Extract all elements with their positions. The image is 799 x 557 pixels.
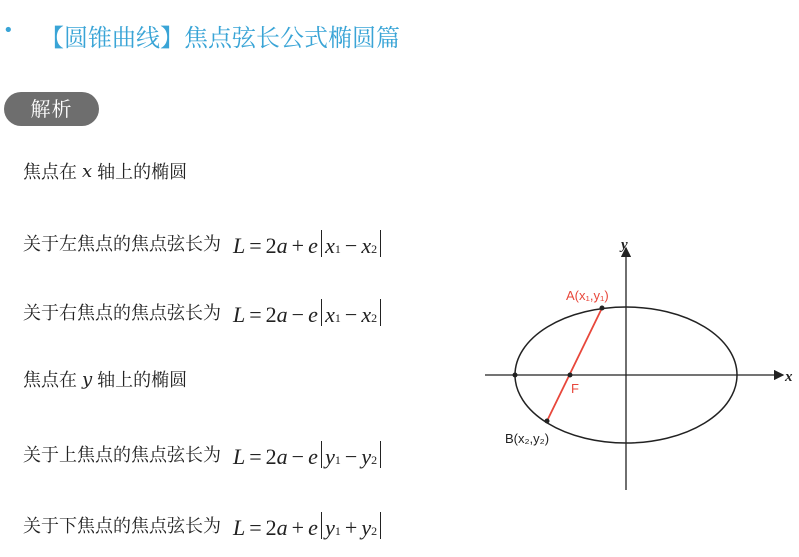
focus-point [568, 373, 573, 378]
point-b-label: B(x₂,y₂) [505, 431, 550, 446]
formula-lower-focus: L = 2 a + e y 1 + y 2 [233, 508, 384, 541]
vertex-left [513, 373, 518, 378]
text-line-y-axis-ellipse [23, 366, 187, 392]
focus-label: F [571, 381, 579, 396]
ellipse-focal-chord-diagram [480, 232, 799, 494]
analysis-badge: 解析 [4, 92, 99, 126]
text-line-x-axis-ellipse [23, 158, 187, 184]
y-axis-label: y [621, 237, 628, 253]
formula-right-focus: L = 2 a − e x 1 − x 2 [233, 295, 384, 328]
line-text: 关于上焦点的焦点弦长为 [23, 444, 221, 466]
text-line-lower-focus [23, 508, 384, 541]
text-line-upper-focus [23, 437, 384, 470]
text-line-right-focus [23, 295, 384, 328]
line-prefix: 焦点在 [23, 370, 77, 391]
formula-upper-focus: L = 2 a − e y 1 − y 2 [233, 437, 384, 470]
line-text: 关于右焦点的焦点弦长为 [23, 302, 221, 324]
formula-left-focus: L = 2 a + e x 1 − x 2 [233, 226, 384, 259]
line-text: 关于左焦点的焦点弦长为 [23, 233, 221, 255]
page-title: 【圆锥曲线】焦点弦长公式椭圆篇 [40, 24, 400, 52]
axis-variable: x [82, 160, 93, 182]
point-a [600, 306, 605, 311]
line-prefix: 焦点在 [23, 162, 77, 183]
line-text: 关于下焦点的焦点弦长为 [23, 515, 221, 537]
point-b [545, 419, 550, 424]
text-line-left-focus [23, 226, 384, 259]
line-suffix: 轴上的椭圆 [97, 162, 188, 183]
axis-variable: y [82, 368, 93, 390]
x-axis-label: x [785, 369, 793, 385]
bullet-icon: • [3, 20, 14, 41]
point-a-label: A(x₁,y₁) [566, 288, 609, 303]
line-suffix: 轴上的椭圆 [97, 370, 188, 391]
focal-chord [547, 308, 602, 421]
